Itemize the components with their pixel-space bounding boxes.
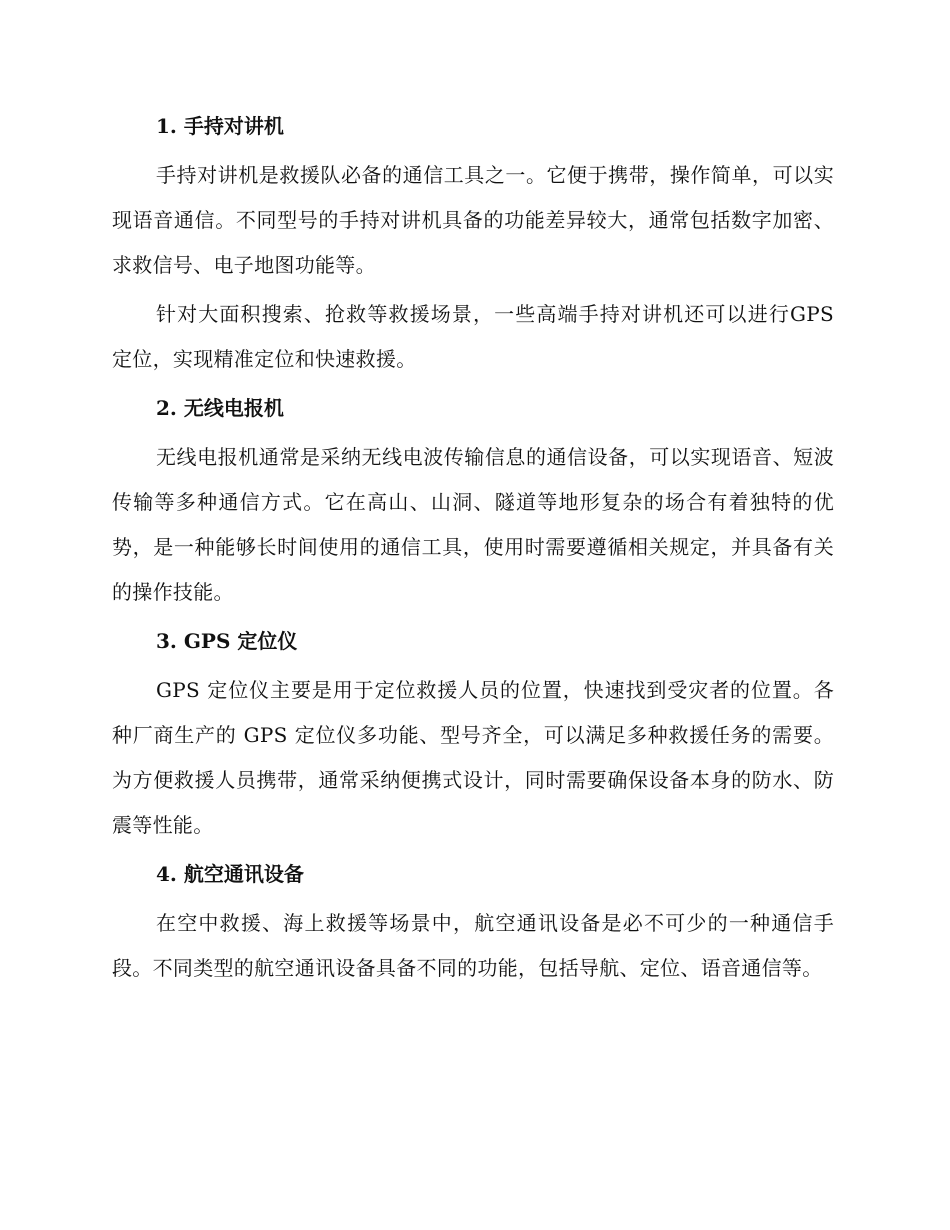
paragraph: 针对大面积搜索、抢救等救援场景，一些高端手持对讲机还可以进行GPS 定位，实现精准定位和快速救援。 [112,302,834,371]
document-page [112,104,834,995]
paragraph: 手持对讲机是救援队必备的通信工具之一。它便于携带，操作简单，可以实现语音通信。不同型号的手持对讲机具备的功能差异较大，通常包括数字加密、求救信号、电子地图功能等。 [112,163,834,277]
paragraph: 无线电报机通常是采纳无线电波传输信息的通信设备，可以实现语音、短波传输等多种通信方式。它在高山、山洞、隧道等地形复杂的场合有着独特的优势，是一种能够长时间使用的通信工具，使用时需要遵循相关规定，并具备有关的操作技能。 [112,445,834,604]
section-aviation-comms [112,852,834,991]
section-heading: 1. 手持对讲机 [156,114,284,138]
section-heading: 2. 无线电报机 [156,396,284,420]
section-gps-locator [112,619,834,848]
section-heading: 4. 航空通讯设备 [156,862,304,886]
paragraph: 在空中救援、海上救援等场景中，航空通讯设备是必不可少的一种通信手段。不同类型的航空通讯设备具备不同的功能，包括导航、定位、语音通信等。 [112,911,834,980]
section-handheld-radio [112,104,834,382]
section-heading: 3. GPS 定位仪 [156,629,298,653]
section-radio-telegraph [112,386,834,615]
paragraph: GPS 定位仪主要是用于定位救援人员的位置，快速找到受灾者的位置。各种厂商生产的 GPS 定位仪多功能、型号齐全，可以满足多种救援任务的需要。为方便救援人员携带，通常采纳便携式设计，同时需要确保设备本身的防水、防震等性能。 [112,678,834,837]
